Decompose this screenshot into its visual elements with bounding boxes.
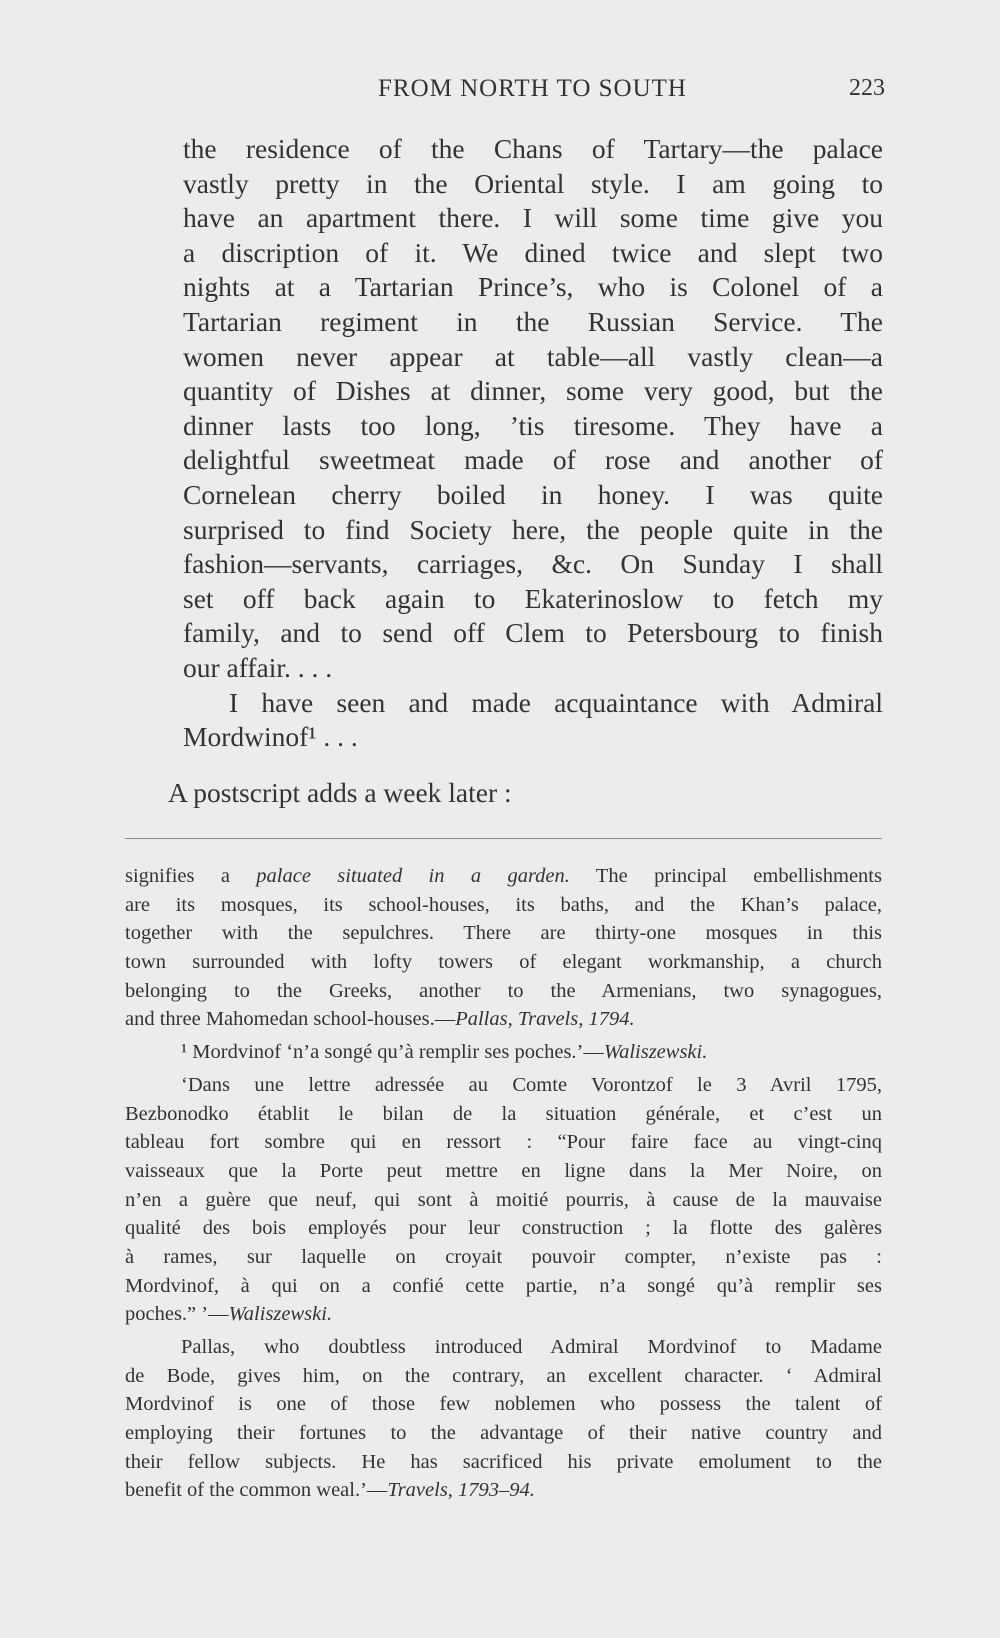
letter-body <box>183 132 883 755</box>
running-head <box>180 75 885 111</box>
body-line: have an apartment there. I will some time give you <box>183 202 883 234</box>
footnote-line: are its mosques, its school-houses, its baths, and the Khan’s palace, <box>125 893 882 916</box>
postscript-line: A postscript adds a week later : <box>168 777 512 808</box>
footnote-line <box>125 862 882 891</box>
footnote-line: Pallas, who doubtless introduced Admiral Mordvinof to Madame <box>181 1336 882 1358</box>
footnote-line: Mordvinof is one of those few noblemen who possess the talent of <box>125 1393 882 1416</box>
footnote-line <box>125 1300 882 1329</box>
footnote-citation: Waliszewski. <box>603 1041 708 1064</box>
footnote-line: qualité des bois employés pour leur construction ; la flotte des galères <box>125 1217 882 1240</box>
body-line: vastly pretty in the Oriental style. I am going to <box>183 167 883 199</box>
footnote-line: à rames, sur laquelle on croyait pouvoir compter, n’existe pas : <box>125 1245 882 1268</box>
footnote-line <box>125 1038 882 1067</box>
footnote-citation: Waliszewski. <box>228 1303 333 1326</box>
footnote-text: and three Mahomedan school-houses.— <box>125 1008 456 1031</box>
footnote-text: poches.” ’— <box>125 1303 229 1326</box>
body-line: delightful sweetmeat made of rose and another of <box>183 444 883 476</box>
footnote-text: The principal embellishments <box>569 865 882 887</box>
body-line: surprised to find Society here, the people quite in the <box>183 513 883 545</box>
footnote-line: tableau fort sombre qui en ressort : “Pour faire face au vingt-cinq <box>125 1131 882 1154</box>
body-line: Mordwinof¹ . . . <box>183 721 358 753</box>
footnote-citation: Pallas, Travels, 1794. <box>455 1008 635 1031</box>
footnote-line: de Bode, gives him, on the contrary, an excellent character. ‘ Admiral <box>125 1364 882 1387</box>
footnote-line: employing their fortunes to the advantage of their native country and <box>125 1422 882 1445</box>
footnote-line: together with the sepulchres. There are thirty-one mosques in this <box>125 922 882 945</box>
footnote-line: Mordvinof, à qui on a confié cette partie, n’a songé qu’à remplir ses <box>125 1274 882 1297</box>
footnote-line <box>125 1476 882 1505</box>
footnote-line: n’en a guère que neuf, qui sont à moitié pourris, à cause de la mauvaise <box>125 1188 882 1211</box>
body-line: set off back again to Ekaterinoslow to fetch my <box>183 582 883 614</box>
footnote-line: ‘Dans une lettre adressée au Comte Vorontzof le 3 Avril 1795, <box>181 1073 882 1096</box>
footnote-line: town surrounded with lofty towers of elegant workmanship, a church <box>125 951 882 974</box>
footnote-text: signifies a <box>125 865 257 887</box>
footnote-divider <box>125 838 882 839</box>
footnote-line: Bezbonodko établit le bilan de la situation générale, et c’est un <box>125 1102 882 1125</box>
footnote-italic: palace situated in a garden. <box>256 865 570 887</box>
body-line: the residence of the Chans of Tartary—the palace <box>183 133 883 164</box>
body-line: quantity of Dishes at dinner, some very good, but the <box>183 375 883 407</box>
body-line: I have seen and made acquaintance with Admiral <box>229 686 883 718</box>
footnote-text: ¹ Mordvinof ‘n’a songé qu’à remplir ses poches.’— <box>181 1041 604 1064</box>
footnote-line: belonging to the Greeks, another to the Armenians, two synagogues, <box>125 979 882 1002</box>
body-line: nights at a Tartarian Prince’s, who is Colonel of a <box>183 271 883 303</box>
running-title: FROM NORTH TO SOUTH <box>378 75 687 102</box>
body-line: dinner lasts too long, ’tis tiresome. They have a <box>183 409 883 441</box>
footnotes <box>125 862 882 1505</box>
page-number: 223 <box>849 75 885 101</box>
body-line: family, and to send off Clem to Petersbourg to finish <box>183 617 883 649</box>
body-line: a discription of it. We dined twice and slept two <box>183 236 883 268</box>
footnote-line <box>125 1005 882 1034</box>
body-line: Cornelean cherry boiled in honey. I was quite <box>183 478 883 510</box>
body-line: Tartarian regiment in the Russian Service. The <box>183 305 883 337</box>
footnote-line: vaisseaux que la Porte peut mettre en ligne dans la Mer Noire, on <box>125 1159 882 1182</box>
footnote-citation: Travels, 1793–94. <box>387 1479 535 1502</box>
body-line: our affair. . . . <box>183 651 333 683</box>
body-line: fashion—servants, carriages, &c. On Sunday I shall <box>183 548 883 580</box>
footnote-text: benefit of the common weal.’— <box>125 1479 388 1502</box>
body-line: women never appear at table—all vastly clean—a <box>183 340 883 372</box>
footnote-line: their fellow subjects. He has sacrificed his private emolument to the <box>125 1450 882 1473</box>
